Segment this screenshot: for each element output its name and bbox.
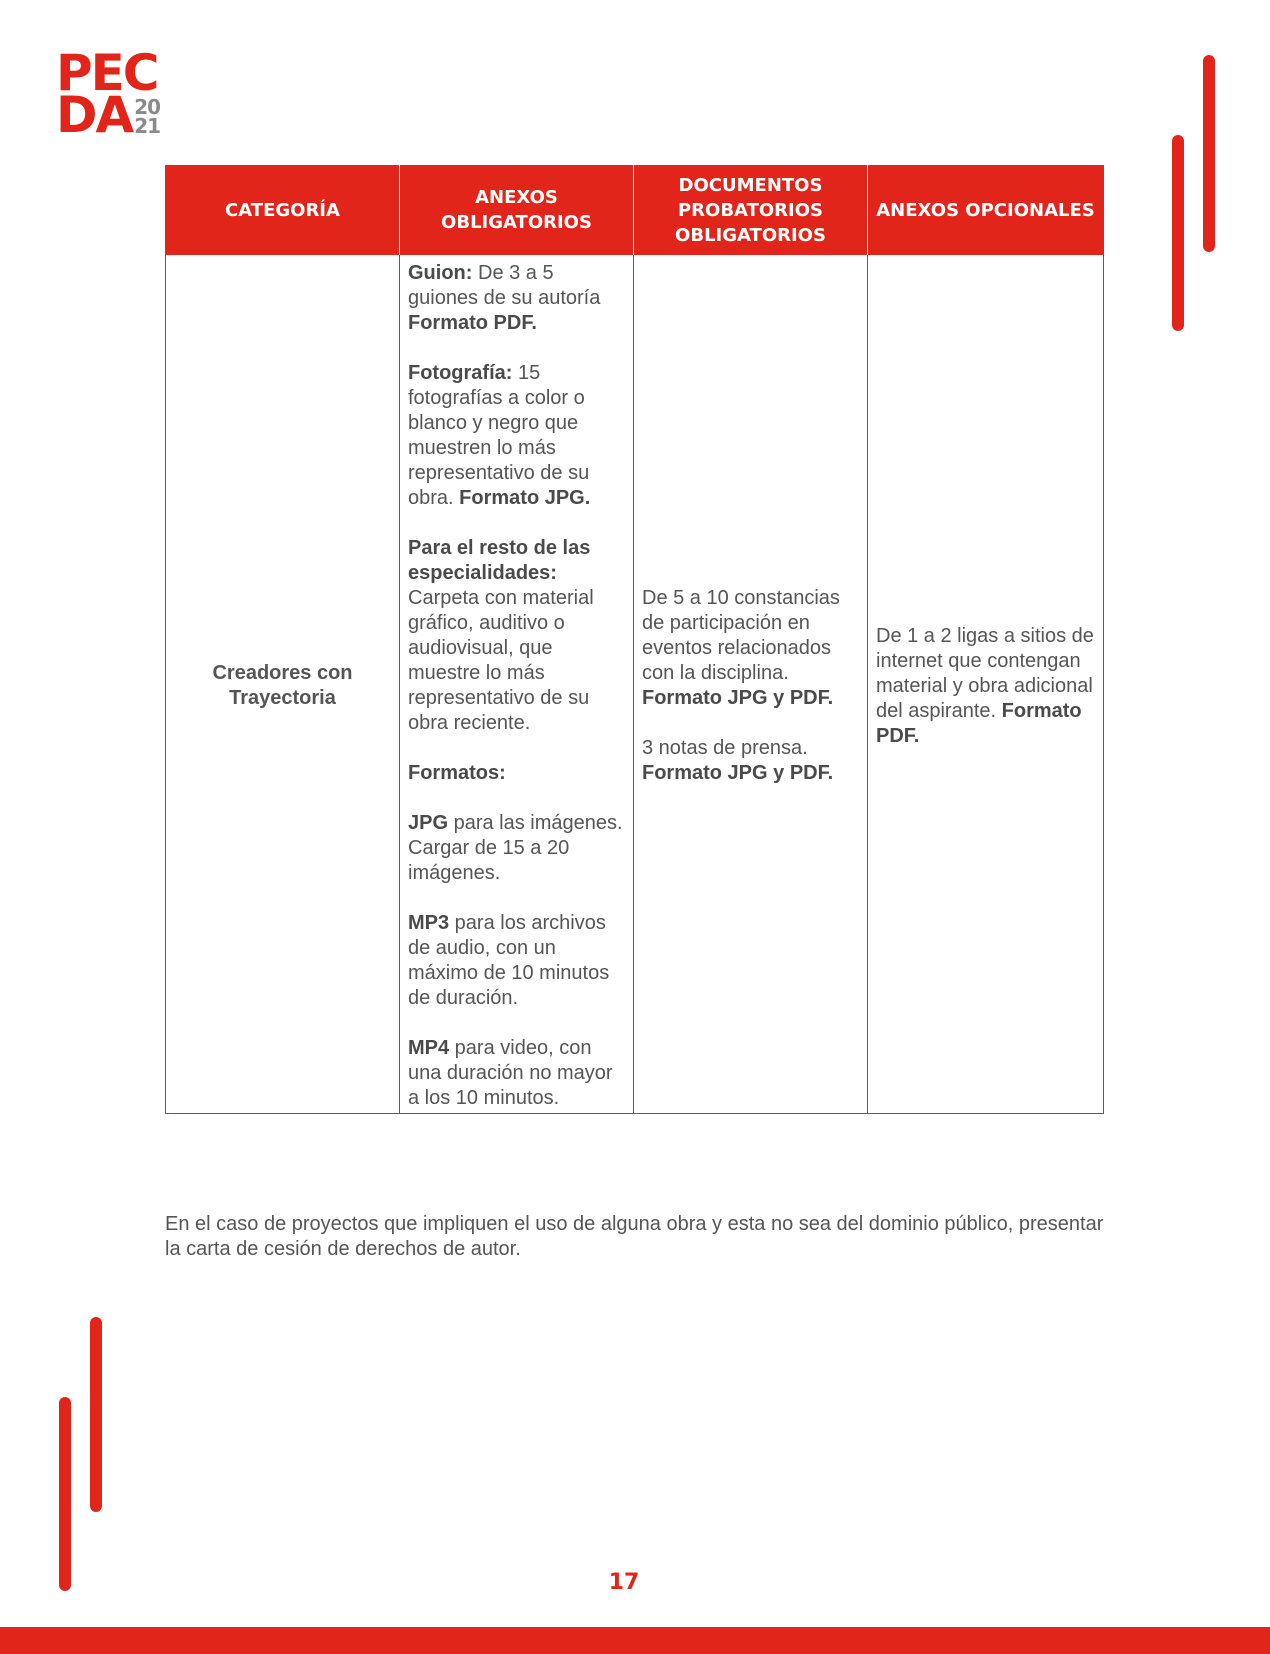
mp4-label: MP4 <box>408 1037 450 1059</box>
mp3-label: MP3 <box>408 912 450 934</box>
opcionales-format: Formato PDF. <box>876 699 1082 747</box>
constancias-text: De 5 a 10 constancias de participación en eventos relacionados con la disciplina. <box>642 587 840 684</box>
guion-item <box>408 261 625 336</box>
mp4-text: para video, con una duración no mayor a los 10 minutos. <box>408 1037 613 1109</box>
logo-year <box>132 95 161 138</box>
foto-item <box>408 361 625 511</box>
table-row <box>166 255 1104 1114</box>
guion-format: Formato PDF. <box>408 312 537 334</box>
pecda-logo <box>56 44 161 144</box>
anexos-obligatorios-cell <box>400 255 634 1114</box>
notas-text: 3 notas de prensa. <box>642 737 808 759</box>
logo-line-2: DA <box>56 86 133 144</box>
header-anexos-opcionales: ANEXOS OPCIONALES <box>868 166 1104 255</box>
footer-bar <box>0 1627 1270 1654</box>
notas-item <box>642 736 859 786</box>
header-anexos-obligatorios: ANEXOS OBLIGATORIOS <box>400 166 634 255</box>
decor-bar-bottom-left-outer <box>59 1397 71 1591</box>
logo-year-bottom: 21 <box>134 114 161 138</box>
decor-bar-top-right-inner <box>1172 135 1184 331</box>
jpg-label: JPG <box>408 812 449 834</box>
guion-text: De 3 a 5 guiones de su autoría <box>408 262 601 309</box>
decor-bar-bottom-left-inner <box>90 1317 102 1512</box>
anexos-opcionales-cell <box>868 255 1104 1114</box>
formatos-item <box>408 761 625 786</box>
resto-text: Carpeta con material gráfico, auditivo o audiovisual, que muestre lo más representativo de su obra reciente. <box>408 587 594 734</box>
opcionales-item <box>876 624 1095 749</box>
guion-label: Guion: <box>408 262 473 284</box>
header-documentos-probatorios: DOCUMENTOS PROBATORIOS OBLIGATORIOS <box>634 166 868 255</box>
category-cell: Creadores con Trayectoria <box>166 255 400 1114</box>
constancias-item <box>642 586 859 711</box>
notas-format: Formato JPG y PDF. <box>642 762 834 784</box>
footnote-paragraph: En el caso de proyectos que impliquen el uso de alguna obra y esta no sea del dominio público, presentar la carta de cesión de derechos de autor. <box>165 1213 1104 1260</box>
foto-label: Fotografía: <box>408 362 513 384</box>
jpg-item <box>408 811 625 886</box>
constancias-format: Formato JPG y PDF. <box>642 687 834 709</box>
decor-bar-top-right-outer <box>1203 55 1215 252</box>
formatos-label: Formatos: <box>408 762 506 784</box>
foto-format: Formato JPG. <box>459 487 591 509</box>
requirements-table <box>165 165 1104 1114</box>
header-categoria: CATEGORÍA <box>166 166 400 255</box>
jpg-text: para las imágenes. Cargar de 15 a 20 imágenes. <box>408 812 623 884</box>
logo-line-1: PEC <box>56 44 158 102</box>
mp4-item <box>408 1036 625 1111</box>
resto-item <box>408 536 625 736</box>
mp3-item <box>408 911 625 1011</box>
logo-year-top: 20 <box>134 95 161 119</box>
table-header-row <box>166 166 1104 255</box>
foto-text: 15 fotografías a color o blanco y negro que muestren lo más representativo de su obra. <box>408 362 590 509</box>
page-number: 17 <box>608 1570 640 1595</box>
opcionales-text: De 1 a 2 ligas a sitios de internet que contengan material y obra adicional del aspirante. <box>876 624 1094 722</box>
resto-label: Para el resto de las especialidades: <box>408 537 591 584</box>
mp3-text: para los archivos de audio, con un máximo de 10 minutos de duración. <box>408 912 610 1009</box>
documentos-probatorios-cell <box>634 255 868 1114</box>
